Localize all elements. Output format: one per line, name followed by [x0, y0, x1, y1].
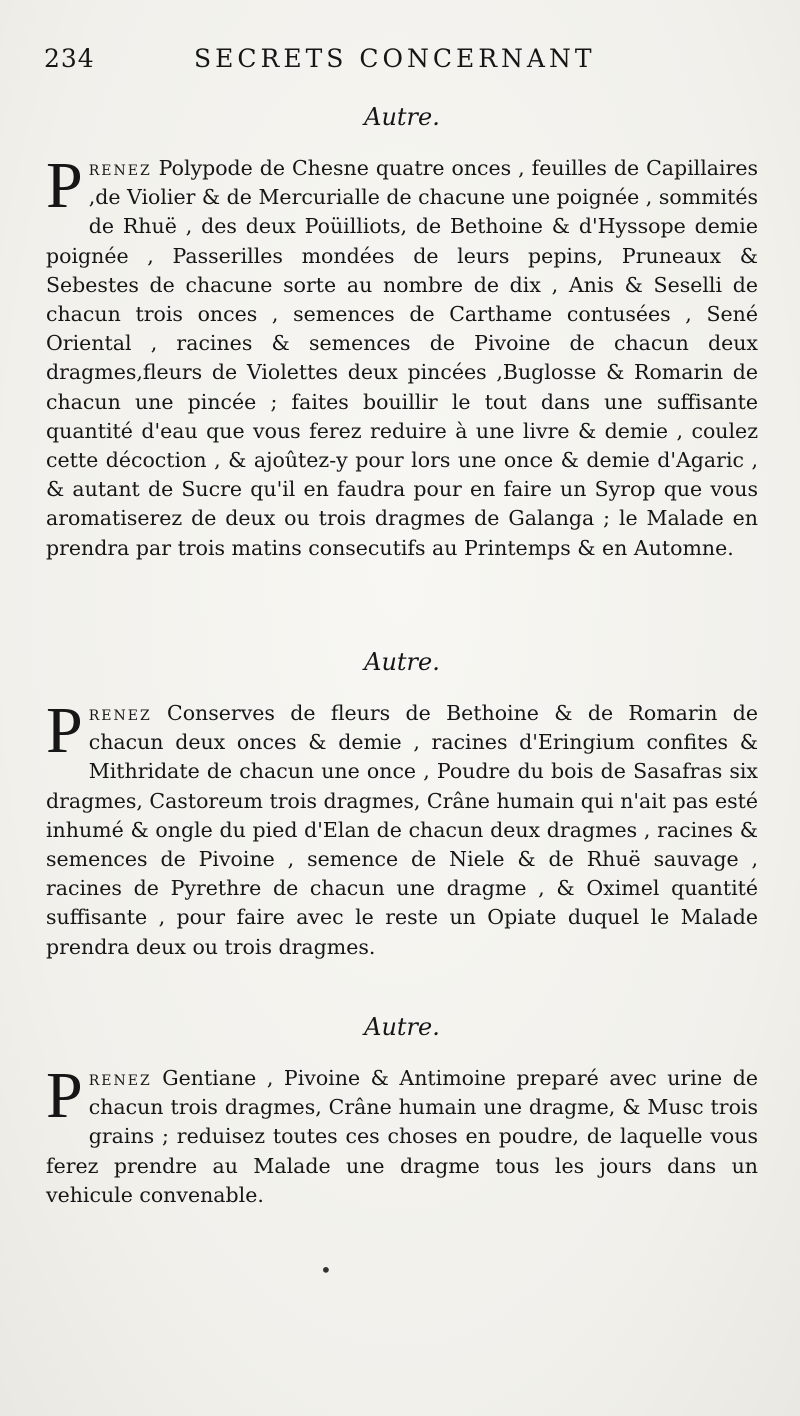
- drop-cap: P: [46, 1059, 83, 1132]
- paragraph-body: Gentiane , Pivoine & Antimoine preparé avec urine de chacun trois dragmes, Crâne humain une dragme, & Musc trois grains ; reduisez toutes ces choses en poudre, de laquelle vous ferez prendre au Malade une dragme tous les jours dans un vehicule convenable.: [46, 1066, 758, 1207]
- lead-word: renez: [88, 1066, 152, 1090]
- lead-word: renez: [88, 701, 152, 725]
- section-title: Autre.: [364, 648, 440, 676]
- recipe-section-2: [46, 645, 758, 962]
- recipe-section-3: [46, 1010, 758, 1210]
- recipe-section-1: [46, 100, 758, 563]
- drop-cap: P: [46, 694, 83, 767]
- section-title: Autre.: [364, 1013, 440, 1041]
- drop-cap: P: [46, 149, 83, 222]
- paragraph-body: Conserves de fleurs de Bethoine & de Romarin de chacun deux onces & demie , racines d'Eringium confites & Mithridate de chacun une once , Poudre du bois de Sasafras six dragmes, Castoreum trois dragmes, Crâne humain qui n'ait pas esté inhumé & ongle du pied d'Elan de chacun deux dragmes , racines & semences de Pivoine , semence de Niele & de Rhuë sauvage , racines de Pyrethre de chacun une dragme , & Oximel quantité suffisante , pour faire avec le reste un Opiate duquel le Malade prendra deux ou trois dragmes.: [46, 701, 758, 959]
- section-title: Autre.: [364, 103, 440, 131]
- lead-word: renez: [88, 156, 152, 180]
- recipe-paragraph: [46, 149, 759, 563]
- recipe-paragraph: [46, 1059, 758, 1210]
- page-number: 234: [44, 44, 95, 73]
- page-header: [44, 40, 744, 80]
- running-head: SECRETS CONCERNANT: [194, 44, 596, 73]
- recipe-paragraph: [46, 694, 758, 962]
- paragraph-body: Polypode de Chesne quatre onces , feuilles de Capillaires ,de Violier & de Mercurialle de chacune une poignée , sommités de Rhuë , des deux Poüilliots, de Bethoine & d'Hyssope demie poignée , Passerilles mondées de leurs pepins, Pruneaux & Sebestes de chacune sorte au nombre de dix , Anis & Seselli de chacun trois onces , semences de Carthame contusées , Sené Oriental , racines & semences de Pivoine de chacun deux dragmes,fleurs de Violettes deux pincées ,Buglosse & Romarin de chacun une pincée ; faites bouillir le tout dans une suffisante quantité d'eau que vous ferez reduire à une livre & demie , coulez cette décoction , & ajoûtez-y pour lors une once & demie d'Agaric , & autant de Sucre qu'il en faudra pour en faire un Syrop que vous aromatiserez de deux ou trois dragmes de Galanga ; le Malade en prendra par trois matins consecutifs au Printemps & en Automne.: [46, 156, 759, 560]
- page-ornament: •: [320, 1258, 332, 1282]
